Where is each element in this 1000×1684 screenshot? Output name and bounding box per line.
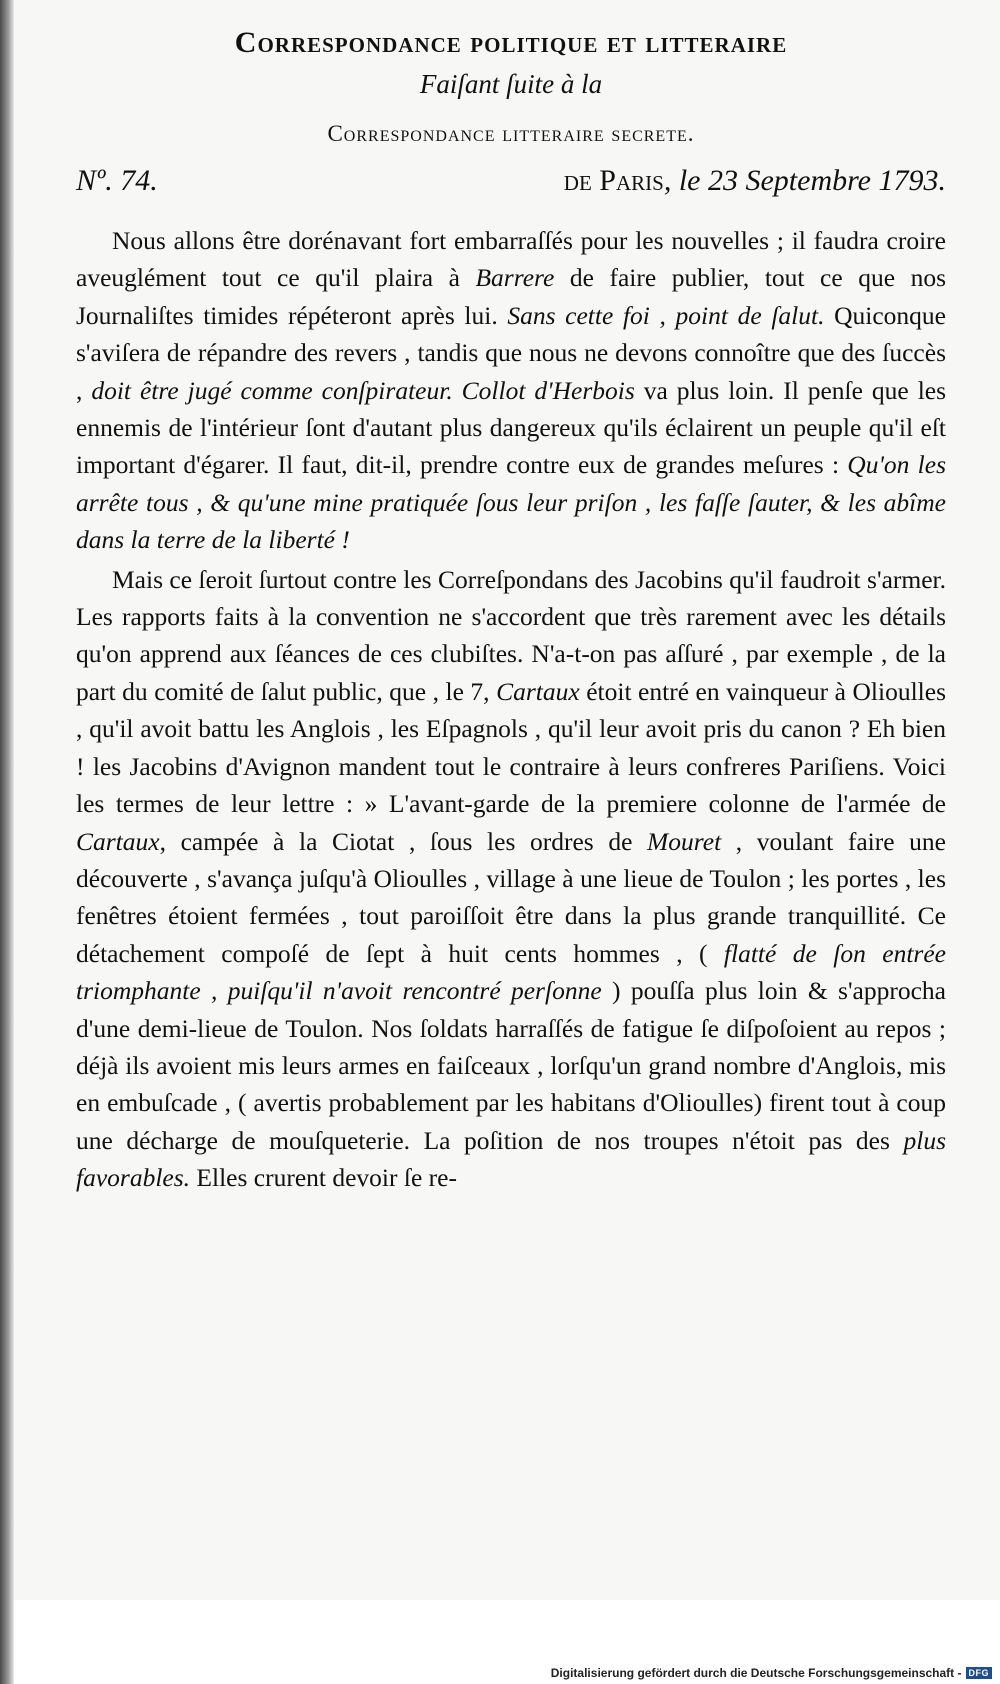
date-place [564, 160, 946, 202]
italic-text: Cartaux [76, 826, 160, 856]
issue-number: Nº. 74. [76, 164, 158, 197]
text-run: , voulant faire une découverte , s'avança juſqu'à Olioulles , village à une lieue de Toulon ; les portes , les fenêtres étoient fermées , tout paroiſſoit être dans la plus grande tranquillité. Ce détachement compoſé de ſept à huit cents hommes , ( [76, 826, 946, 968]
text-run: de faire publier, tout ce que nos Journaliſtes timides répéteront après lui. [76, 263, 947, 330]
journal-title: Correspondance politique et litteraire [234, 26, 788, 59]
text-run: étoit entré en vainqueur à Olioulles , qu'il avoit battu les Anglois , les Eſpagnols , qu'il leur avoit pris du canon ? Eh bien ! les Jacobins d'Avignon mandent tout le contraire à leurs confreres Pariſiens. Voici les termes de leur lettre : » L'avant-garde de la premiere colonne de l'armée de [76, 676, 946, 819]
text-run [453, 376, 462, 405]
italic-text: Mouret [647, 826, 722, 856]
text-run: Quiconque s'aviſera de répandre des revers , tandis que nous ne devons connoître que des ſuccès , [76, 300, 946, 405]
italic-text: Collot d'Herbois [461, 375, 635, 405]
italic-text: Cartaux [496, 676, 580, 706]
dateline [76, 160, 946, 202]
italic-text: Qu'on les arrête tous , & qu'une mine pratiquée ſous leur priſon , les faſſe ſauter, & les abîme dans la terre de la liberté ! [76, 450, 946, 555]
text-run: Elles crurent devoir ſe re- [190, 1163, 457, 1193]
text-run: va plus loin. Il penſe que les ennemis de l'intérieur ſont d'autant plus dangereux qu'ils éclairent un peuple qu'il eſt important d'égarer. Il faut, dit-il, prendre contre eux de grandes meſures : [76, 375, 947, 480]
scanned-page [14, 0, 1000, 1600]
paragraph [76, 561, 946, 1197]
page-content [76, 22, 946, 1197]
italic-text: Sans cette foi , point de ſalut. [507, 300, 825, 330]
text-run: Nous allons être dorénavant fort embarraſſés pour les nouvelles ; il faudra croire aveuglément tout ce qu'il plaira à [76, 226, 946, 293]
series-title: Correspondance litteraire secrete. [327, 121, 695, 146]
italic-text: flatté de ſon entrée triomphante , puiſqu'il n'avoit rencontré perſonne [76, 938, 946, 1006]
binding-edge [0, 0, 14, 1684]
text-run: Mais ce ſeroit ſurtout contre les Correſpondans des Jacobins qu'il faudroit s'armer. Les rapports faits à la convention ne s'accordent que très rarement avec les détails qu'on apprend aux ſéances de ces clubiſtes. N'a-t-on pas aſſuré , par exemple , de la part du comité de ſalut public, que , le 7, [76, 564, 946, 706]
italic-text: Barrere [475, 263, 555, 293]
place-name: de Paris [563, 164, 664, 197]
journal-subtitle: Faiſant ſuite à la [419, 69, 603, 99]
issue-date: , le 23 Septembre 1793. [663, 164, 946, 197]
footer-credit [551, 1666, 992, 1680]
dfg-logo: DFG [966, 1667, 993, 1679]
paragraph [76, 222, 946, 559]
italic-text: doit être jugé comme conſpirateur. [91, 375, 453, 405]
text-run: , campée à la Ciotat , ſous les ordres de [159, 826, 648, 856]
italic-text: plus favorables. [76, 1125, 946, 1193]
text-run: ) pouſſa plus loin & s'approcha d'une demi-lieue de Toulon. Nos ſoldats harraſſés de fatigue ſe diſpoſoient au repos ; déjà ils avoient mis leurs armes en faiſceaux , lorſqu'un grand nombre d'Anglois, mis en embuſcade , ( avertis probablement par les habitans d'Olioulles) firent tout à coup une décharge de mouſqueterie. La poſition de nos troupes n'étoit pas des [76, 976, 946, 1155]
article-body [76, 222, 946, 1197]
footer-text: Digitalisierung gefördert durch die Deutsche Forschungsgemeinschaft - [550, 1666, 962, 1680]
